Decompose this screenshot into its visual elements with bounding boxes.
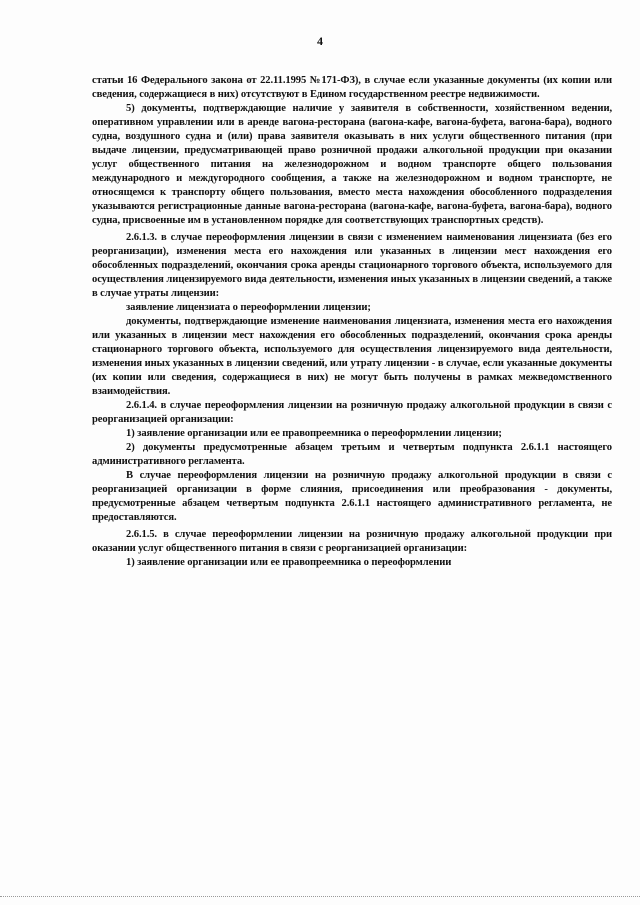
paragraph-reorganization: В случае переоформления лицензии на розничную продажу алкогольной продукции в связи с реорганизацией организации в форме слияния, присоединения или преобразования - документы, предусмотренные абзацем четвертым подпункта 2.6.1.1 настоящего административного регламента, не предоставляются.	[92, 470, 612, 524]
paragraph-2-6-1-3: 2.6.1.3. в случае переоформления лицензии в связи с изменением наименования лицензиата (без его реорганизации), изменения места его нахождения или указанных в лицензии мест нахождения его обособленных подразделений, окончания срока аренды стационарного торгового объекта, используемого для осуществления лицензируемого вида деятельности, изменения иных указанных в лицензии сведений, а также в случае утраты лицензии:	[92, 231, 612, 299]
paragraph-continuation: статьи 16 Федерального закона от 22.11.1995 №171-ФЗ), в случае если указанные документы (их копии или сведения, содержащиеся в них) отсутствуют в Едином государственном реестре недвижимости.	[92, 75, 612, 101]
paragraph-documents: документы, подтверждающие изменение наименования лицензиата, изменения места его нахождения или указанных в лицензии мест нахождения его обособленных подразделений, окончания срока аренды стационарного торгового объекта, используемого для осуществления лицензируемого вида деятельности, изменения иных указанных в лицензии сведений, или утрату лицензии - в случае, если указанные документы (их копии или сведения, содержащиеся в них) не могут быть получены в рамках межведомственного взаимодействия.	[92, 315, 612, 398]
paragraph-application: заявление лицензиата о переоформлении лицензии;	[126, 301, 371, 313]
paragraph-item-5: 5) документы, подтверждающие наличие у заявителя в собственности, хозяйственном ведении, оперативном управлении или в аренде вагона-ресторана (вагона-кафе, вагона-буфета, вагона-бара), водного судна, воздушного судна и (или) права заявителя оказывать в них услуги общественного питания (при выдаче лицензии, предусматривающей право розничной продажи алкогольной продукции при оказании услуг общественного питания на железнодорожном и водном транспорте общего пользования международного и междугородного сообщения, а также на железнодорожном и водном транспорте, не относящемся к транспорту общего пользования, вместо места нахождения обособленного подразделения указываются регистрационные данные вагона-ресторана (вагона-кафе, вагона-буфета, вагона-бара), водного судна, присвоенные им в установленном порядке для соответствующих транспортных средств).	[92, 103, 612, 227]
list-item-2: 2) документы предусмотренные абзацем третьим и четвертым подпункта 2.6.1.1 настоящего административного регламента.	[92, 442, 612, 468]
document-body	[92, 74, 612, 570]
paragraph-2-6-1-4: 2.6.1.4. в случае переоформления лицензии на розничную продажу алкогольной продукции в связи с реорганизацией организации:	[92, 400, 612, 426]
list-item-1-continued: 1) заявление организации или ее правопреемника о переоформлении	[126, 556, 452, 568]
paragraph-2-6-1-5: 2.6.1.5. в случае переоформлении лицензии на розничную продажу алкогольной продукции при оказании услуг общественного питания в связи с реорганизацией организации:	[92, 528, 612, 554]
scan-edge-line	[0, 896, 640, 897]
list-item-1: 1) заявление организации или ее правопреемника о переоформлении лицензии;	[126, 428, 502, 440]
page-number: 4	[317, 34, 323, 48]
